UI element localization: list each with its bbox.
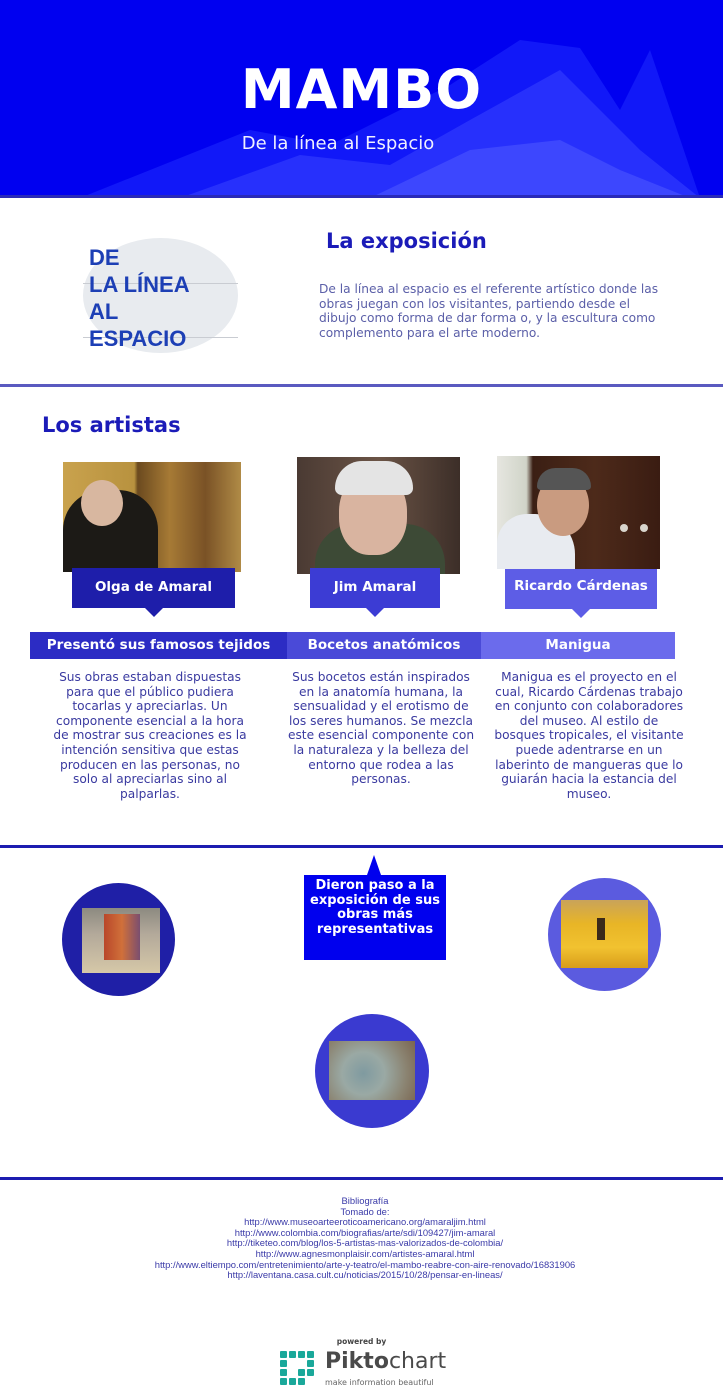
logo-line: AL [89,299,119,324]
bibliography-link[interactable]: http://tiketeo.com/blog/los-5-artistas-mas-valorizados-de-colombia/ [226,1237,504,1249]
brand-bold: Pikto [325,1349,389,1374]
bibliography-link[interactable]: http://www.eltiempo.com/entretenimiento/arte-y-teatro/el-mambo-reabre-con-aire-renovado/16831906 [154,1258,576,1270]
brand-light: chart [388,1349,447,1374]
olga-de-amaral-photo [63,462,241,572]
bibliography-link[interactable]: http://www.museoarteeroticoamericano.org/amaraljim.html [244,1216,486,1228]
artist-band-title: Manigua [481,632,675,659]
logo-line: LA LÍNEA [89,272,190,297]
artist-description: Sus obras estaban dispuestas para que el público pudiera tocarlas y apreciarlas. Un componente esencial a la hora de mostrar sus creaciones es la intención sensitiva que estas producen en las personas, no solo al apreciarlas sino al palparlas. [53,670,247,801]
logo-text [89,244,190,352]
photo-hair [335,461,413,495]
section-divider [0,1177,723,1180]
work-circle-olga [62,883,175,996]
work-circle-jim [315,1014,429,1128]
ricardo-cardenas-work-image [561,900,648,968]
piktochart-wordmark[interactable] [325,1349,446,1374]
artist-name-tag: Olga de Amaral [72,568,235,608]
bibliography-title: Bibliografía [341,1195,389,1206]
page-subtitle: De la línea al Espacio [241,133,435,154]
photo-face [81,480,123,526]
jim-amaral-work-image [329,1041,415,1100]
section-divider [0,845,723,848]
bibliography-intro: Tomado de: [340,1205,390,1217]
exposition-heading: La exposición [326,229,487,253]
artist-band-title: Presentó sus famosos tejidos [30,632,287,659]
work-circle-ricardo [548,878,661,991]
artist-band-title: Bocetos anatómicos [287,632,481,659]
artist-name-tag: Jim Amaral [310,568,440,608]
exposition-body: De la línea al espacio es el referente artístico donde las obras juegan con los visitantes, partiendo desde el dibujo como forma de dar forma o, y la escultura como complemento para el arte moderno. [319,282,659,340]
bibliography-link[interactable]: http://www.agnesmonplaisir.com/artistes-amaral.html [255,1247,475,1259]
artist-description: Manigua es el proyecto en el cual, Ricardo Cárdenas trabajo en conjunto con colaboradores del museo. Al estilo de bosques tropicales, el visitante puede adentrarse en un laberinto de mangueras que lo guiarán hacia la estancia del museo. [494,670,684,801]
section-divider [0,384,723,387]
bibliography [150,1196,580,1281]
piktochart-tagline: make information beautiful [325,1378,434,1387]
logo-line: DE [89,245,120,270]
works-callout: Dieron paso a la exposición de sus obras más representativas [304,875,446,960]
logo-line: ESPACIO [89,326,187,351]
olga-de-amaral-work-image [82,908,160,973]
artists-heading: Los artistas [42,413,181,437]
artist-description: Sus bocetos están inspirados en la anatomía humana, la sensualidad y el erotismo de los seres humanos. Se mezcla este esencial componente con la naturaleza y la belleza del entorno que rodea a las personas. [287,670,475,787]
powered-by-label: powered by [336,1337,387,1346]
artist-name-tag: Ricardo Cárdenas [505,569,657,609]
photo-hair [537,468,591,490]
header-banner [0,0,723,198]
exposition-logo [73,238,238,353]
hanging-textile [104,914,140,960]
door-knob [620,524,628,532]
header-divider [0,195,723,198]
bibliography-link[interactable]: http://laventana.casa.cult.cu/noticias/2015/10/28/pensar-en-lineas/ [227,1269,503,1281]
visitor-figure [597,918,605,940]
bibliography-link[interactable]: http://www.colombia.com/biografias/arte/sdi/109427/jim-amaral [234,1226,496,1238]
door-knob [640,524,648,532]
ricardo-cardenas-photo [497,456,660,569]
jim-amaral-photo [297,457,460,574]
piktochart-logo-icon[interactable] [280,1351,317,1388]
page-title: MAMBO [240,58,483,121]
